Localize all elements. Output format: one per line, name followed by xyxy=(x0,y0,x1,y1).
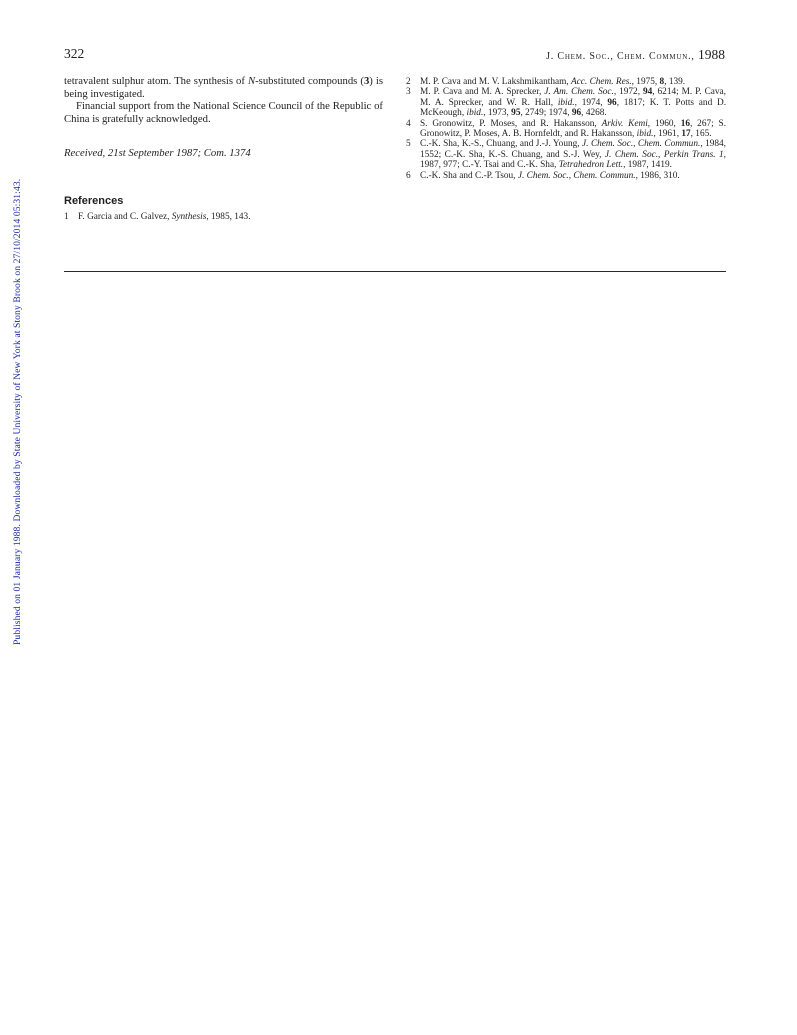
reference-5: 5 C.-K. Sha, K.-S., Chuang, and J.-J. Young, J. Chem. Soc., Chem. Commun., 1984, 1552; C.-K. Sha, K.-S. Chuang, and S.-J. Wey, J. Chem. Soc., Perkin Trans. 1, 1987, 977; C.-Y. Tsai and C.-K. Sha, Tetrahedron Lett., 1987, 1419. xyxy=(406,139,727,171)
journal-title: J. Chem. Soc., Chem. Commun., xyxy=(546,51,695,62)
right-column xyxy=(406,77,726,181)
left-column xyxy=(64,75,383,222)
journal-year: 1988 xyxy=(698,47,725,62)
reference-6: 6 C.-K. Sha and C.-P. Tsou, J. Chem. Soc., Chem. Commun., 1986, 310. xyxy=(406,170,680,181)
reference-1: 1 F. Garcia and C. Galvez, Synthesis, 1985, 143. xyxy=(64,211,251,222)
running-header xyxy=(546,47,725,63)
reference-list-left xyxy=(64,212,383,222)
download-watermark: Published on 01 January 1988. Downloaded by State University of New York at Stony Brook on 27/10/2014 05:31:43. xyxy=(12,178,23,645)
reference-4: 4 S. Gronowitz, P. Moses, and R. Hakansson, Arkiv. Kemi, 1960, 16, 267; S. Gronowitz, P. Moses, A. B. Hornfeldt, and R. Hakansson, ibid., 1961, 17, 165. xyxy=(406,118,727,140)
footer-rule xyxy=(64,271,726,272)
reference-3: 3 M. P. Cava and M. A. Sprecker, J. Am. Chem. Soc., 1972, 94, 6214; M. P. Cava, M. A. Sprecker, and W. R. Hall, ibid., 1974, 96, 1817; K. T. Potts and D. McKeough, ibid., 1973, 95, 2749; 1974, 96, 4268. xyxy=(406,87,727,119)
acknowledgement-paragraph: Financial support from the National Science Council of the Republic of China is gratefully acknowledged. xyxy=(64,100,383,125)
reference-2: 2 M. P. Cava and M. V. Lakshmikantham, Acc. Chem. Res., 1975, 8, 139. xyxy=(406,77,686,87)
received-line: Received, 21st September 1987; Com. 1374 xyxy=(64,147,251,160)
body-paragraph-1: tetravalent sulphur atom. The synthesis of N-substituted compounds (3) is being investigated. xyxy=(64,75,384,100)
page-number: 322 xyxy=(64,46,85,61)
reference-list-right xyxy=(406,77,726,181)
references-heading: References xyxy=(64,194,124,207)
